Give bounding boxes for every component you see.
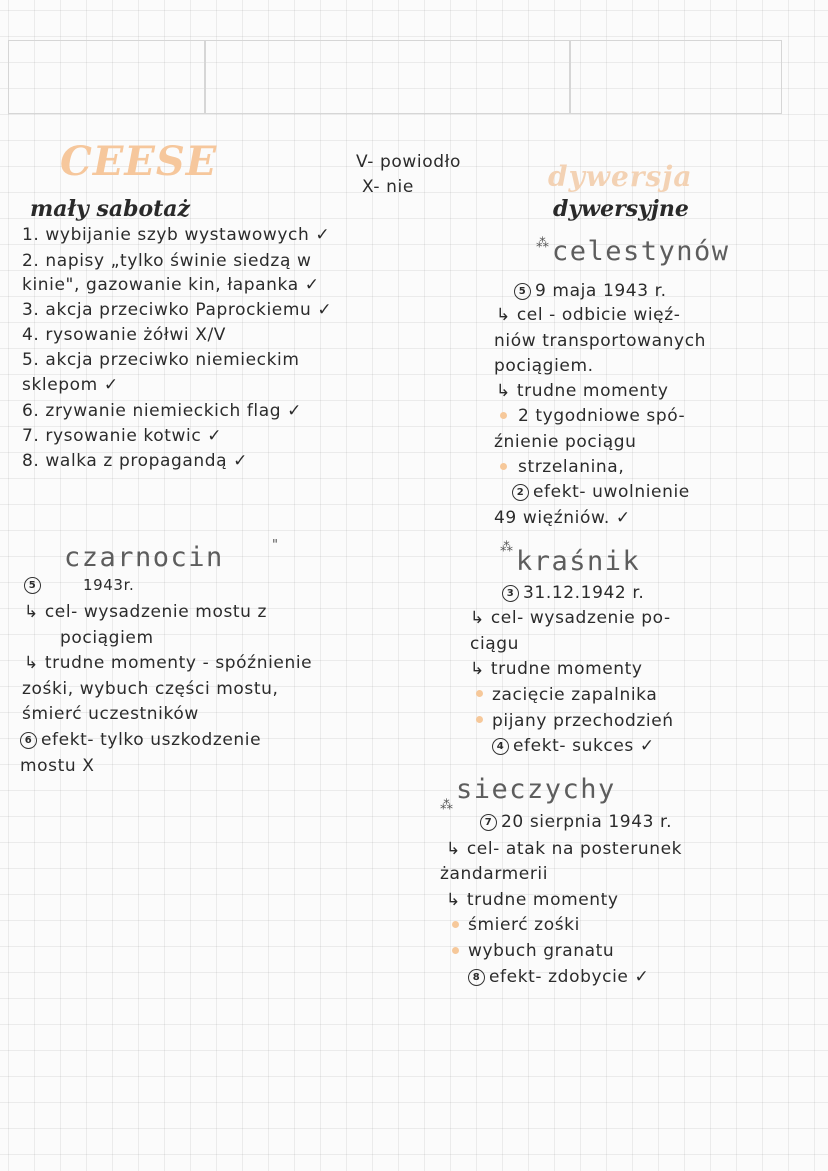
list-item: 3. akcja przeciwko Paprockiemu ✓: [22, 300, 333, 320]
sieczychy-line: śmierć zośki: [468, 915, 580, 935]
sparkle-icon: ": [272, 538, 278, 553]
czarnocin-line: ↳ trudne momenty - spóźnienie: [24, 653, 313, 673]
czarnocin-title: czarnocin: [64, 542, 224, 573]
sieczychy-line: żandarmerii: [440, 864, 549, 884]
decor-word-left: CEESE: [60, 138, 218, 185]
list-item: 1. wybijanie szyb wystawowych ✓: [22, 225, 331, 245]
celestynow-line: 2 tygodniowe spó-: [518, 406, 686, 426]
list-item: 8. walka z propagandą ✓: [22, 451, 249, 471]
czarnocin-effect-line: [20, 729, 261, 751]
sparkle-icon: ⁂: [500, 540, 513, 555]
bullet-dot: [452, 947, 459, 954]
celestynow-date-line: [514, 280, 667, 302]
sieczychy-effect: efekt- zdobycie ✓: [489, 967, 650, 987]
celestynow-line: niów transportowanych: [494, 331, 707, 351]
celestynow-line: ↳ trudne momenty: [496, 381, 669, 401]
sieczychy-effect-line: [468, 966, 649, 988]
legend-fail: X- nie: [362, 177, 414, 197]
bullet-dot: [476, 716, 483, 723]
celestynow-line: pociągiem.: [494, 356, 594, 376]
list-item: 2. napisy „tylko świnie siedzą w: [22, 251, 312, 271]
sieczychy-title: sieczychy: [456, 774, 616, 805]
circled-number-icon: 6: [20, 732, 37, 749]
circled-number-icon: 4: [492, 738, 509, 755]
circled-number-icon: 5: [514, 283, 531, 300]
krasnik-title: kraśnik: [516, 546, 641, 577]
list-item: sklepom ✓: [22, 375, 119, 395]
czarnocin-date-line: [24, 574, 134, 596]
krasnik-date: 31.12.1942 r.: [523, 583, 645, 603]
circled-number-icon: 8: [468, 969, 485, 986]
krasnik-line: ↳ cel- wysadzenie po-: [470, 608, 671, 628]
krasnik-effect: efekt- sukces ✓: [513, 736, 655, 756]
circled-number-icon: 3: [502, 585, 519, 602]
header-box-center: [205, 40, 570, 114]
krasnik-date-line: [502, 582, 644, 604]
circled-number-icon: 5: [24, 577, 41, 594]
bullet-dot: [452, 921, 459, 928]
sieczychy-line: wybuch granatu: [468, 941, 615, 961]
header-box-right: [570, 40, 782, 114]
celestynow-title: celestynów: [552, 236, 730, 267]
celestynow-effect-line: [512, 481, 690, 503]
circled-number-icon: 2: [512, 484, 529, 501]
sparkle-icon: ⁂: [536, 236, 549, 251]
section-title-left: mały sabotaż: [30, 196, 191, 222]
sieczychy-line: ↳ trudne momenty: [446, 890, 619, 910]
celestynow-effect: efekt- uwolnienie: [533, 482, 690, 502]
sparkle-icon: ⁂: [440, 798, 453, 813]
celestynow-line: strzelanina,: [518, 457, 625, 477]
list-item: 4. rysowanie żółwi X/V: [22, 325, 227, 345]
celestynow-line: ↳ cel - odbicie więź-: [496, 305, 681, 325]
czarnocin-line: pociągiem: [60, 628, 154, 648]
list-item: 5. akcja przeciwko niemieckim: [22, 350, 300, 370]
legend-done: V- powiodło: [356, 152, 462, 172]
czarnocin-line: ↳ cel- wysadzenie mostu z: [24, 602, 268, 622]
krasnik-line: zacięcie zapalnika: [492, 685, 658, 705]
celestynow-date: 9 maja 1943 r.: [535, 281, 667, 301]
krasnik-line: ↳ trudne momenty: [470, 659, 643, 679]
celestynow-line: źnienie pociągu: [494, 432, 637, 452]
czarnocin-line: zośki, wybuch części mostu,: [22, 679, 279, 699]
bullet-dot: [476, 690, 483, 697]
sieczychy-date-line: [480, 811, 672, 833]
decor-word-right: dywersja: [548, 160, 693, 193]
sieczychy-line: ↳ cel- atak na posterunek: [446, 839, 683, 859]
krasnik-effect-line: [492, 735, 655, 757]
krasnik-line: ciągu: [470, 634, 520, 654]
list-item: 7. rysowanie kotwic ✓: [22, 426, 223, 446]
celestynow-effect-continued: 49 więźniów. ✓: [494, 508, 631, 528]
list-item: 6. zrywanie niemieckich flag ✓: [22, 401, 302, 421]
czarnocin-effect-continued: mostu X: [20, 756, 95, 776]
bullet-dot: [500, 412, 507, 419]
circled-number-icon: 7: [480, 814, 497, 831]
czarnocin-effect: efekt- tylko uszkodzenie: [41, 730, 262, 750]
list-item: kinie", gazowanie kin, łapanka ✓: [22, 275, 320, 295]
header-box-left: [8, 40, 205, 114]
czarnocin-line: śmierć uczestników: [22, 704, 199, 724]
czarnocin-date: 1943r.: [83, 576, 135, 594]
krasnik-line: pijany przechodzień: [492, 711, 674, 731]
section-title-right: dywersyjne: [553, 196, 689, 222]
sieczychy-date: 20 sierpnia 1943 r.: [501, 812, 673, 832]
bullet-dot: [500, 463, 507, 470]
